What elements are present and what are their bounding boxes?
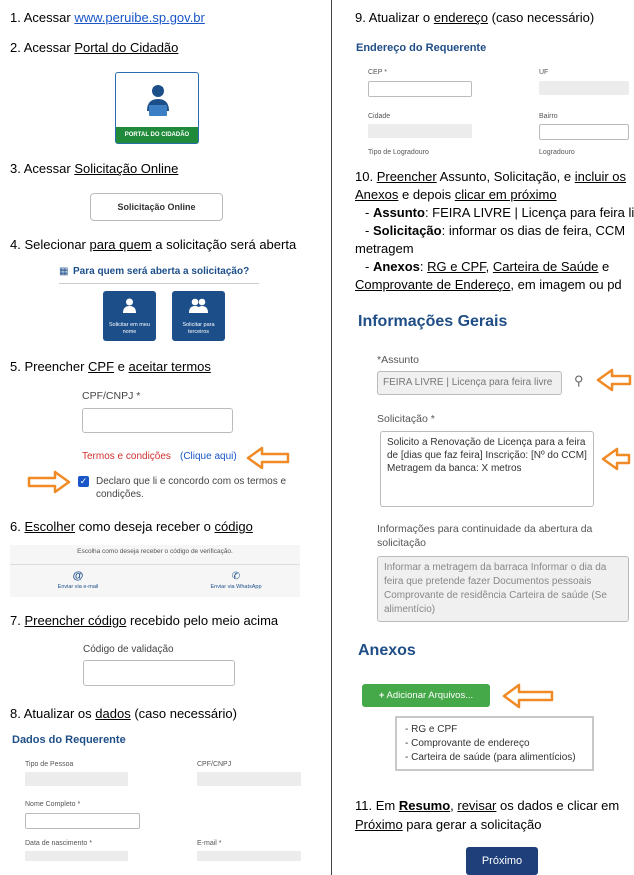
nome-field[interactable] (25, 813, 140, 829)
para-quem-title: Para quem será aberta a solicitação? (73, 266, 250, 277)
bairro-label: Bairro (539, 113, 558, 120)
email-field[interactable] (197, 851, 301, 861)
step-11-mid: os dados e clicar em (496, 798, 620, 813)
step-8-suffix: (caso necessário) (130, 706, 237, 721)
card-meu-nome-label: Solicitar em meu nome (109, 322, 150, 335)
solic-line-cont: metragem (355, 241, 414, 256)
step-5-text: 5. Preencher (10, 359, 89, 374)
step-3-target: Solicitação Online (74, 161, 179, 176)
step-1 (10, 10, 205, 25)
assunto-label: *Assunto (377, 354, 420, 366)
assunto-line-label: Assunto (372, 205, 425, 220)
step-6-escolher: Escolher (24, 519, 76, 534)
step-11-line-1 (355, 796, 619, 815)
anexos-line: - Anexos: RG e CPF, Carteira de Saúde e (365, 259, 610, 274)
anexos-rest: , em imagem ou pd (510, 277, 622, 292)
step-11-line-2 (355, 815, 619, 834)
step-11-suffix: para gerar a solicitação (402, 817, 542, 832)
orange-arrow-right-icon (27, 470, 71, 494)
whatsapp-icon: ✆ (231, 571, 241, 582)
info-gerais-title: Informações Gerais (358, 313, 508, 330)
step-11-resumo: Resumo (398, 798, 451, 813)
site-link[interactable]: www.peruibe.sp.gov.br (74, 10, 205, 25)
anexos-saude: Carteira de Saúde (492, 259, 599, 274)
solicitacao-textarea[interactable]: Solicito a Renovação de Licença para a feira de [dias que faz feira] Inscrição: [Nº do CCM] Metragem da banca: X metros (380, 431, 594, 507)
solic-line-text: : informar os dias de feira, CCM (441, 223, 626, 238)
para-quem-header (59, 264, 259, 284)
choice-divider (10, 564, 300, 565)
logradouro-label: Logradouro (539, 149, 575, 156)
step-10-num: 10. (355, 169, 377, 184)
orange-arrow-left-icon (246, 446, 290, 470)
anexos-list-box (395, 716, 594, 771)
whatsapp-option[interactable] (206, 571, 266, 590)
step-11-revisar: revisar (457, 798, 497, 813)
step-10-line-2 (355, 186, 629, 204)
step-11-comma: , (450, 798, 458, 813)
escolha-text: Escolha como deseja receber o código de verificação. (77, 548, 233, 555)
endereco-title: Endereço do Requerente (356, 42, 487, 54)
anexos-line-2 (355, 276, 629, 294)
search-icon[interactable]: ⚲ (574, 373, 584, 388)
tipo-pessoa-field[interactable] (25, 772, 128, 786)
step-10-preencher: Preencher (376, 169, 437, 184)
step-8-dados: dados (95, 706, 131, 721)
step-2 (10, 40, 178, 55)
add-files-label: Adicionar Arquivos... (386, 690, 474, 701)
step-2-text: 2. Acessar (10, 40, 75, 55)
portal-cidadao-button[interactable] (115, 72, 199, 144)
step-4 (10, 237, 296, 252)
anexos-line-label: Anexos (372, 259, 420, 274)
portal-button-label: PORTAL DO CIDADÃO (116, 127, 198, 143)
orange-arrow-anexos-icon (502, 683, 554, 709)
card-meu-nome[interactable] (103, 291, 156, 341)
orange-arrow-assunto-icon (596, 368, 630, 392)
bairro-field[interactable] (539, 124, 629, 140)
anexos-list-item: - Comprovante de endereço (405, 738, 530, 749)
cpf-cnpj-field[interactable] (197, 772, 301, 786)
tipo-logradouro-label: Tipo de Logradouro (368, 149, 429, 156)
step-11-proximo: Próximo (355, 817, 403, 832)
cidade-field[interactable] (368, 124, 472, 138)
step-6-mid: como deseja receber o (75, 519, 215, 534)
codigo-input[interactable] (83, 660, 235, 686)
step-9-endereco: endereço (433, 10, 488, 25)
step-10 (355, 168, 634, 294)
clique-aqui-link[interactable]: (Clique aqui) (180, 451, 237, 462)
proximo-button[interactable]: Próximo (466, 847, 538, 875)
step-4-text: 4. Selecionar (10, 237, 90, 252)
step-4-target: para quem (89, 237, 152, 252)
anexos-list-item: - RG e CPF (405, 724, 458, 735)
step-3 (10, 161, 178, 176)
info-cont-label: Informações para continuidade da abertura da solicitação (377, 523, 593, 549)
step-10-mid: Assunto, Solicitação, e (436, 169, 575, 184)
whatsapp-option-label: Enviar via WhatsApp (210, 584, 262, 590)
cep-label: CEP * (368, 69, 387, 76)
cpf-input[interactable] (82, 408, 233, 433)
anexos-title: Anexos (358, 642, 416, 659)
step-7-suffix: recebido pelo meio acima (126, 613, 279, 628)
nome-label: Nome Completo * (25, 801, 81, 808)
person-icon (123, 298, 136, 313)
step-10-clicar: clicar em próximo (454, 187, 557, 202)
step-3-text: 3. Acessar (10, 161, 75, 176)
step-8-text: 8. Atualizar os (10, 706, 96, 721)
step-10-anexos: Anexos (355, 187, 399, 202)
tipo-pessoa-label: Tipo de Pessoa (25, 761, 74, 768)
step-10-line-1 (355, 168, 629, 186)
add-files-button[interactable] (362, 684, 490, 707)
step-9-suffix: (caso necessário) (488, 10, 595, 25)
plus-icon: + (378, 690, 385, 701)
cpf-label: CPF/CNPJ * (82, 390, 141, 402)
people-icon (189, 298, 208, 313)
citizen-icon (142, 83, 174, 117)
codigo-label: Código de validação (83, 644, 174, 655)
info-cont-field: Informar a metragem da barraca Informar o dia da feira que pretende fazer Documentos pessoais Comprovante de residência Carteira de saúde (Se alimentício) (377, 556, 629, 622)
form-icon: ▦ (59, 266, 69, 277)
cidade-label: Cidade (368, 113, 391, 120)
step-8 (10, 706, 237, 721)
email-option[interactable] (48, 571, 108, 590)
tipo-logradouro-clip (368, 146, 472, 156)
assunto-line: - Assunto: FEIRA LIVRE | Licença para feira li (365, 205, 634, 220)
step-10-incluir: incluir os (574, 169, 626, 184)
solicitacao-label: Solicitação * (377, 413, 435, 425)
step-5-mid: e (114, 359, 129, 374)
anexos-comprovante: Comprovante de Endereço (355, 277, 511, 292)
codigo-choice-panel (10, 545, 300, 597)
cep-field[interactable] (368, 81, 472, 97)
step-7 (10, 613, 278, 628)
anexos-e: e (598, 259, 610, 274)
card-terceiros-label: Solicitar para terceiros (182, 322, 215, 335)
assunto-field[interactable]: FEIRA LIVRE | Licença para feira livre (377, 371, 562, 395)
step-7-text: 7. (10, 613, 25, 628)
step-5-cpf: CPF (88, 359, 115, 374)
card-terceiros[interactable] (172, 291, 225, 341)
step-10-mid2: e depois (398, 187, 455, 202)
email-option-label: Enviar via e-mail (57, 584, 99, 590)
step-6-text: 6. (10, 519, 25, 534)
termos-label: Termos e condições (82, 451, 171, 462)
step-7-codigo: Preencher código (24, 613, 127, 628)
dados-title: Dados do Requerente (12, 734, 126, 746)
step-6-codigo: código (214, 519, 253, 534)
uf-label: UF (539, 69, 549, 76)
step-1-text: 1. Acessar (10, 10, 75, 25)
orange-arrow-solicitacao-icon (601, 447, 629, 471)
step-11 (355, 796, 619, 834)
uf-field[interactable] (539, 81, 629, 95)
nascimento-label: Data de nascimento * (25, 840, 92, 847)
step-11-num: 11. Em (355, 798, 399, 813)
step-5 (10, 359, 211, 374)
anexos-comma-1: , (485, 259, 493, 274)
at-icon: @ (72, 570, 84, 582)
step-9 (355, 10, 594, 25)
step-9-text: 9. Atualizar o (355, 10, 434, 25)
email-label: E-mail * (197, 840, 222, 847)
step-5-termos: aceitar termos (128, 359, 211, 374)
assunto-line-text: : FEIRA LIVRE | Licença para feira li (424, 205, 634, 220)
step-2-target: Portal do Cidadão (74, 40, 179, 55)
declaro-checkbox[interactable]: ✓ (79, 476, 88, 486)
declaro-text: Declaro que li e concordo com os termos e condições. (96, 476, 287, 500)
column-divider (331, 0, 332, 875)
anexos-list-item: - Carteira de saúde (para alimentícios) (405, 752, 576, 763)
anexos-rg: RG e CPF (427, 259, 486, 274)
solic-line: - Solicitação: informar os dias de feira, CCM (365, 223, 626, 238)
solic-line-label: Solicitação (372, 223, 442, 238)
step-4-suffix: a solicitação será aberta (151, 237, 297, 252)
anexos-line-sep: : (419, 259, 428, 274)
cpf-cnpj-label: CPF/CNPJ (197, 761, 232, 768)
step-6 (10, 519, 253, 534)
solicitacao-online-button[interactable]: Solicitação Online (90, 193, 223, 221)
logradouro-clip (539, 146, 629, 156)
nascimento-field[interactable] (25, 851, 128, 861)
